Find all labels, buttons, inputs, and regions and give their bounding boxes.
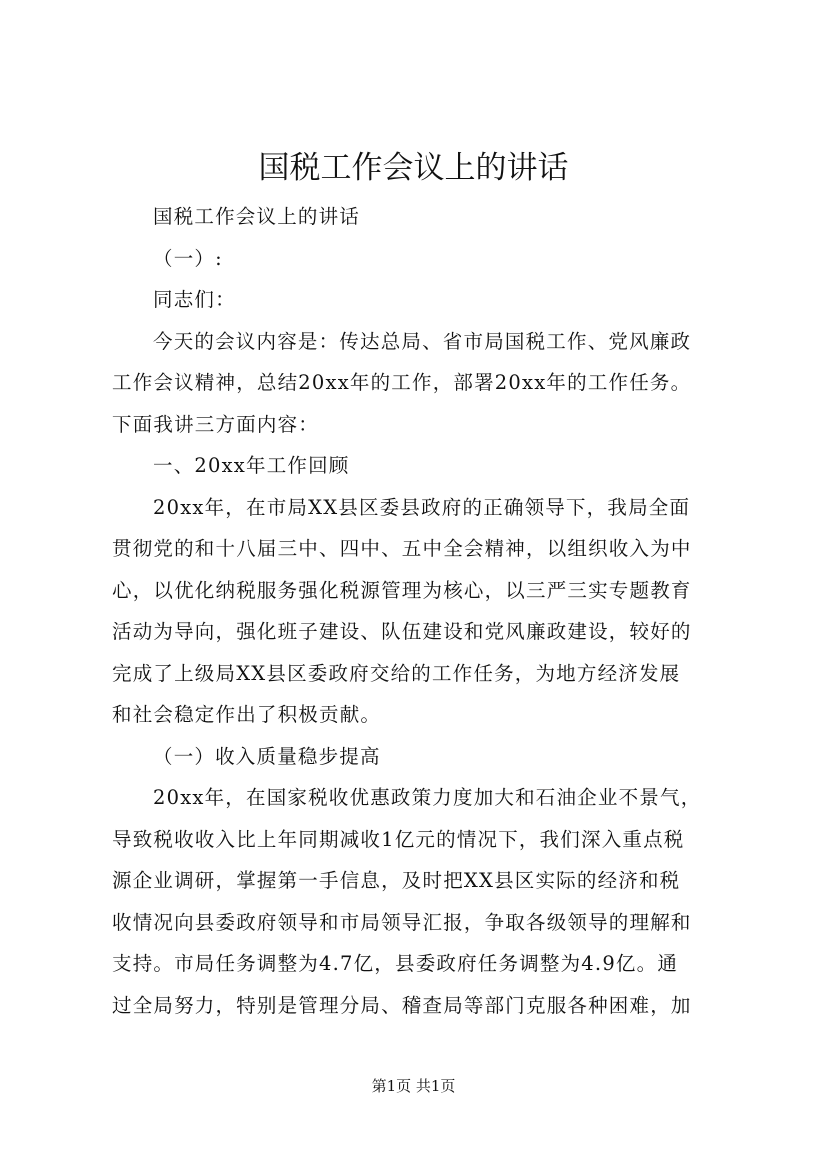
page-footer: 第1页 共1页 [371,1077,456,1095]
text-line: 一、20xx年工作回顾 [153,454,350,477]
text-line: 贯彻党的和十八届三中、四中、五中全会精神，以组织收入为中 [112,537,692,560]
text-line: 源企业调研，掌握第一手信息，及时把XX县区实际的经济和税 [112,869,681,892]
text-line: 工作会议精神，总结20xx年的工作，部署20xx年的工作任务。 [112,371,692,394]
text-line: 完成了上级局XX县区委政府交给的工作任务，为地方经济发展 [112,661,681,685]
text-line: 心，以优化纳税服务强化税源管理为核心，以三严三实专题教育 [112,578,692,602]
text-line: 和社会稳定作出了积极贡献。 [112,703,382,726]
text-line: 下面我讲三方面内容： [112,412,320,436]
document-title: 国税工作会议上的讲话 [258,150,569,186]
document-body [112,196,726,1026]
text-line: 收情况向县委政府领导和市局领导汇报，争取各级领导的理解和 [112,910,692,934]
text-line: 过全局努力，特别是管理分局、稽查局等部门克服各种困难，加 [112,993,692,1017]
text-line: （一）收入质量稳步提高 [153,744,381,768]
text-line: 同志们： [153,288,236,311]
text-line: 20xx年，在国家税收优惠政策力度加大和石油企业不景气， [153,786,702,809]
text-line: 导致税收收入比上年同期减收1亿元的情况下，我们深入重点税 [112,827,685,851]
text-line: 国税工作会议上的讲话 [153,205,361,228]
text-line: 20xx年，在市局XX县区委县政府的正确领导下，我局全面 [153,495,691,519]
text-line: 今天的会议内容是：传达总局、省市局国税工作、党风廉政 [153,329,692,353]
text-line: 活动为导向，强化班子建设、队伍建设和党风廉政建设，较好的 [112,620,692,643]
text-line: 支持。市局任务调整为4.7亿，县委政府任务调整为4.9亿。通 [112,952,679,975]
text-line: （一）: [153,246,223,270]
